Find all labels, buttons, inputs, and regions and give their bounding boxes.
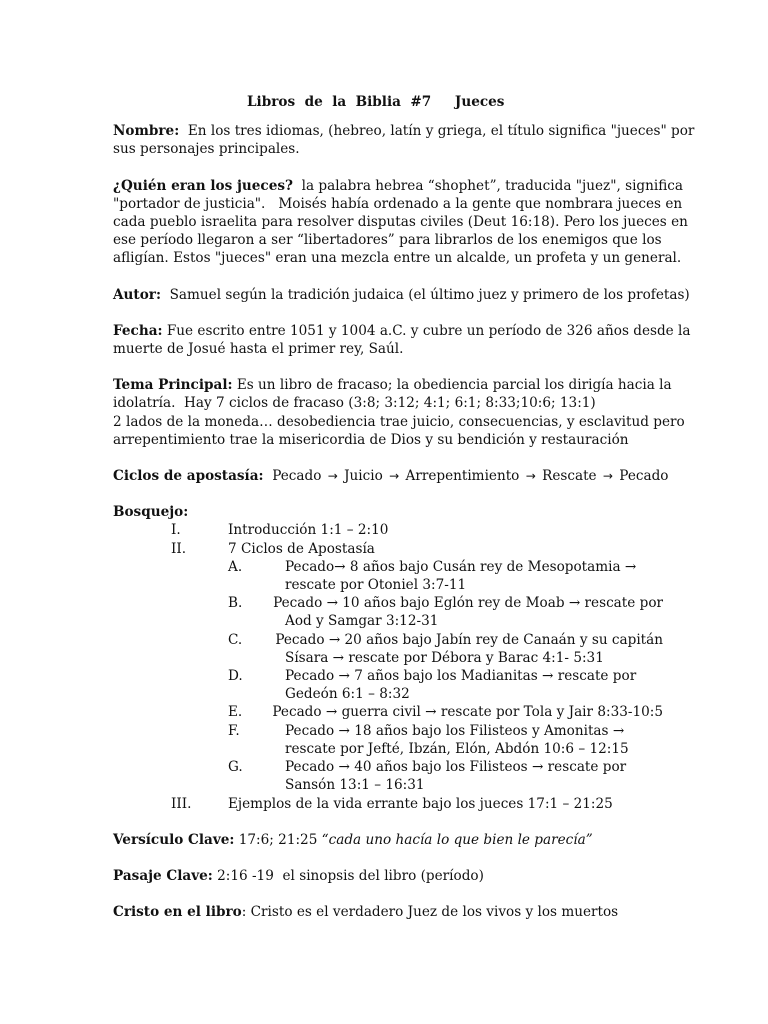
versiculo-quote: “cada uno hacía lo que bien le parecía” (321, 831, 593, 848)
outline-subtext-line-1: Pecado → 7 años bajo los Madianitas → rescate por (285, 668, 637, 685)
ciclo-item-pecado: Pecado (272, 468, 322, 485)
outline-subnumber: B. (228, 595, 243, 612)
ciclo-item-juicio: Juicio (344, 468, 383, 485)
arrow-icon: → (389, 469, 400, 484)
tema-text-line-1: Es un libro de fracaso; la obediencia parcial los dirigía hacia la (232, 377, 672, 394)
pasaje-text: 2:16 -19 el sinopsis del libro (período) (212, 867, 484, 884)
document-title: Libros de la Biblia #7 Jueces (247, 94, 505, 110)
section-tema (113, 376, 685, 449)
nombre-label: Nombre: (113, 123, 180, 140)
outline-subitem-d (113, 667, 663, 703)
outline-subnumber: F. (228, 722, 240, 739)
outline-subnumber: A. (228, 558, 243, 575)
quien-text-line-1: la palabra hebrea “shophet”, traducida "juez", significa (292, 177, 684, 194)
section-cristo (113, 903, 663, 921)
versiculo-text: 17:6; 21:25 (234, 831, 322, 848)
outline-subtext-line-2: Gedeón 6:1 – 8:32 (285, 686, 410, 703)
bosquejo-label: Bosquejo: (113, 504, 189, 521)
outline-subitem-e (113, 703, 663, 721)
outline-subitem-b (113, 594, 663, 630)
document-page (113, 93, 695, 939)
tema-text-line-4: arrepentimiento trae la misericordia de Dios y su bendición y restauración (113, 431, 629, 448)
outline-subitem-a (113, 558, 663, 594)
ciclo-item-rescate: Rescate (542, 468, 597, 485)
tema-text-line-2: idolatría. Hay 7 ciclos de fracaso (3:8; 3:12; 4:1; 6:1; 8:33;10:6; 13:1) (113, 395, 596, 412)
pasaje-label: Pasaje Clave: (113, 867, 213, 884)
nombre-text-line-1: En los tres idiomas, (hebreo, latín y griega, el título significa "jueces" por (179, 123, 695, 140)
nombre-text-line-2: sus personajes principales. (113, 141, 300, 158)
fecha-label: Fecha: (113, 322, 163, 339)
ciclos-label: Ciclos de apostasía: (113, 468, 264, 485)
outline-subtext-line-2: Aod y Samgar 3:12-31 (285, 613, 439, 630)
outline-subnumber: G. (228, 759, 243, 776)
outline-subitem-c (113, 631, 663, 667)
outline-text: Introducción 1:1 – 2:10 (228, 522, 389, 539)
outline-number: III. (171, 795, 192, 812)
quien-text-line-4: ese período llegaron a ser “libertadores” para librarlos de los enemigos que los (113, 232, 662, 249)
outline-number: II. (171, 540, 187, 557)
cristo-label: Cristo en el libro (113, 904, 242, 921)
quien-label: ¿Quién eran los jueces? (113, 177, 293, 194)
section-ciclos (113, 467, 669, 485)
arrow-icon: → (525, 469, 536, 484)
outline-item-iii (113, 795, 663, 813)
outline-subtext-line-1: Pecado→ 8 años bajo Cusán rey de Mesopotamia → (285, 558, 637, 575)
outline-subtext-line-1: Pecado → guerra civil → rescate por Tola y Jair 8:33-10:5 (272, 704, 663, 721)
autor-text: Samuel según la tradición judaica (el último juez y primero de los profetas) (160, 286, 690, 303)
outline-item-ii (113, 540, 663, 558)
quien-text-line-5: afligían. Estos "jueces" eran una mezcla entre un alcalde, un profeta y un general. (113, 250, 682, 267)
section-fecha (113, 322, 691, 358)
versiculo-label: Versículo Clave: (113, 831, 235, 848)
outline-text: Ejemplos de la vida errante bajo los jueces 17:1 – 21:25 (228, 795, 613, 812)
ciclo-item-pecado-final: Pecado (619, 468, 669, 485)
fecha-text-line-1: Fue escrito entre 1051 y 1004 a.C. y cubre un período de 326 años desde la (162, 322, 691, 339)
tema-label: Tema Principal: (113, 377, 233, 394)
outline-subtext-line-1: Pecado → 20 años bajo Jabín rey de Canaán y su capitán (275, 631, 663, 648)
outline-subtext-line-1: Pecado → 40 años bajo los Filisteos → rescate por (285, 759, 627, 776)
outline-item-i (113, 521, 663, 539)
section-versiculo (113, 831, 663, 849)
cristo-text: : Cristo es el verdadero Juez de los vivos y los muertos (241, 904, 619, 921)
outline-number: I. (171, 522, 181, 539)
outline-subitem-f (113, 722, 663, 758)
fecha-text-line-2: muerte de Josué hasta el primer rey, Saúl. (113, 341, 404, 358)
section-quien (113, 177, 688, 268)
outline-text: 7 Ciclos de Apostasía (228, 540, 375, 557)
outline-subnumber: E. (228, 704, 243, 721)
section-nombre (113, 122, 695, 158)
outline-subtext-line-1: Pecado → 10 años bajo Eglón rey de Moab → rescate por (273, 595, 663, 612)
outline-subtext-line-2: rescate por Jefté, Ibzán, Elón, Abdón 10:6 – 12:15 (285, 740, 629, 757)
outline-subnumber: D. (228, 668, 243, 685)
outline-subnumber: C. (228, 631, 243, 648)
arrow-icon: → (327, 469, 338, 484)
section-autor (113, 286, 690, 304)
section-pasaje (113, 867, 663, 885)
section-bosquejo (113, 503, 663, 812)
quien-text-line-2: "portador de justicia". Moisés había ordenado a la gente que nombrara jueces en (113, 195, 683, 212)
outline-subtext-line-2: Sísara → rescate por Débora y Barac 4:1- 5:31 (285, 649, 604, 666)
arrow-icon: → (602, 469, 613, 484)
autor-label: Autor: (113, 286, 161, 303)
outline-subtext-line-2: Sansón 13:1 – 16:31 (285, 777, 425, 794)
ciclo-item-arrepentimiento: Arrepentimiento (405, 468, 520, 485)
outline-subtext-line-2: rescate por Otoniel 3:7-11 (285, 577, 467, 594)
outline-subitem-g (113, 758, 663, 794)
tema-text-line-3: 2 lados de la moneda… desobediencia trae juicio, consecuencias, y esclavitud pero (113, 413, 685, 430)
outline-subtext-line-1: Pecado → 18 años bajo los Filisteos y Amonitas → (285, 722, 625, 739)
quien-text-line-3: cada pueblo israelita para resolver disputas civiles (Deut 16:18). Pero los jueces en (113, 214, 688, 231)
